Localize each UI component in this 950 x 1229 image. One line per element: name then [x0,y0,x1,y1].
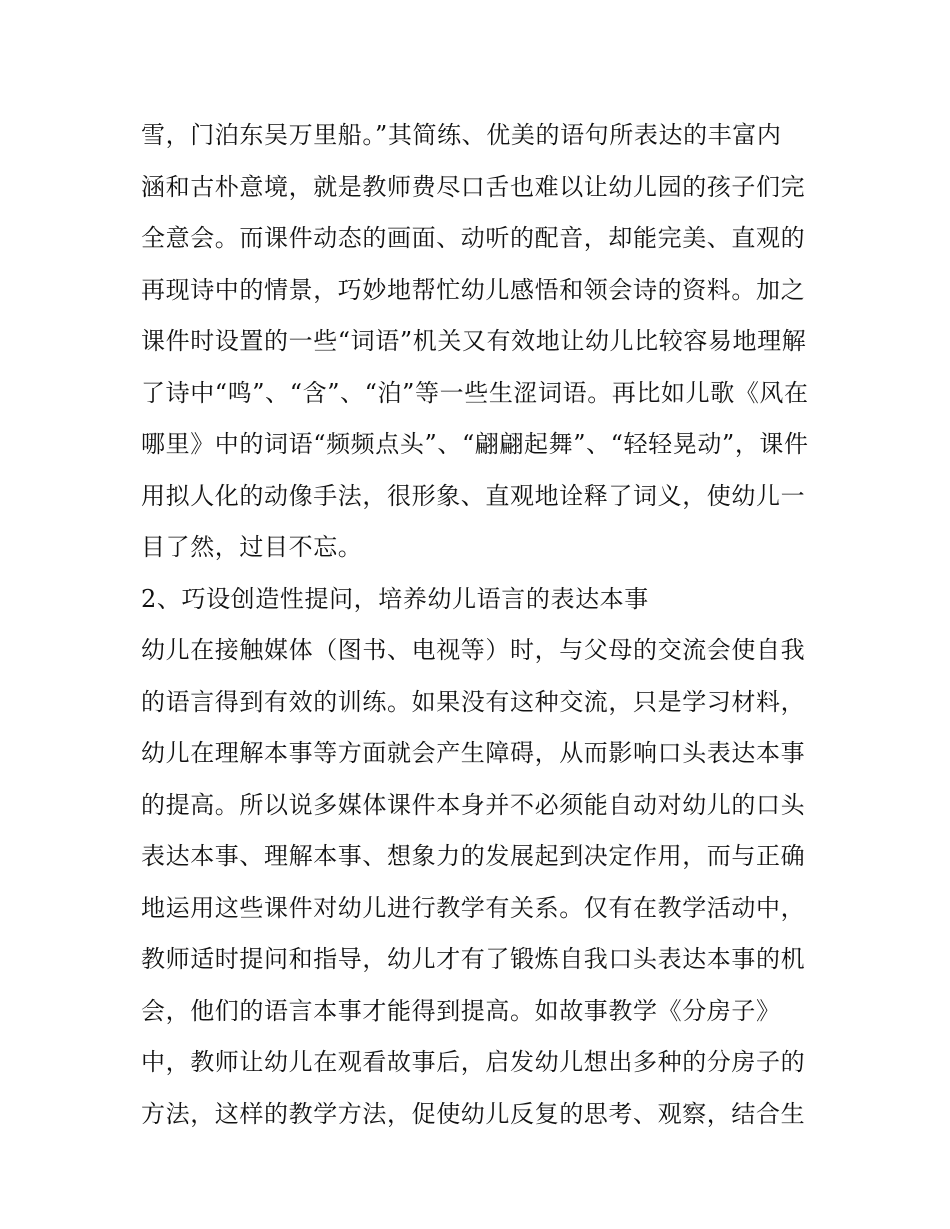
text-line: 幼儿在理解本事等方面就会产生障碍，从而影响口头表达本事 [141,739,806,767]
body-text [141,110,821,1140]
text-line: 全意会。而课件动态的画面、动听的配音，却能完美、直观的 [141,224,806,252]
text-line: 再现诗中的情景，巧妙地帮忙幼儿感悟和领会诗的资料。加之 [141,275,806,304]
text-line: 中，教师让幼儿在观看故事后，启发幼儿想出多种的分房子的 [141,1048,806,1076]
text-line: 哪里》中的词语“频频点头”、“翩翩起舞”、“轻轻晃动”，课件 [141,430,809,458]
text-line: 表达本事、理解本事、想象力的发展起到决定作用，而与正确 [141,842,806,870]
text-line: 方法，这样的教学方法，促使幼儿反复的思考、观察，结合生 [141,1099,806,1128]
text-line: 幼儿在接触媒体（图书、电视等）时，与父母的交流会使自我 [141,636,806,664]
text-line: 了诗中“鸣”、“含”、“泊”等一些生涩词语。再比如儿歌《风在 [141,378,809,407]
section-heading: 2、巧设创造性提问，培养幼儿语言的表达本事 [141,584,649,613]
text-line: 涵和古朴意境，就是教师费尽口舌也难以让幼儿园的孩子们完 [141,172,806,201]
text-line: 教师适时提问和指导，幼儿才有了锻炼自我口头表达本事的机 [141,945,806,973]
text-line: 的语言得到有效的训练。如果没有这种交流，只是学习材料， [141,687,806,716]
text-line: 会，他们的语言本事才能得到提高。如故事教学《分房子》 [141,996,781,1025]
text-line: 课件时设置的一些“词语”机关又有效地让幼儿比较容易地理解 [141,327,807,355]
text-line: 目了然，过目不忘。 [141,533,363,561]
text-line: 地运用这些课件对幼儿进行教学有关系。仅有在教学活动中， [141,893,806,922]
text-line: 用拟人化的动像手法，很形象、直观地诠释了词义，使幼儿一 [141,481,806,510]
text-line: 的提高。所以说多媒体课件本身并不必须能自动对幼儿的口头 [141,790,806,819]
text-line: 雪，门泊东吴万里船。”其简练、优美的语句所表达的丰富内 [141,121,782,149]
